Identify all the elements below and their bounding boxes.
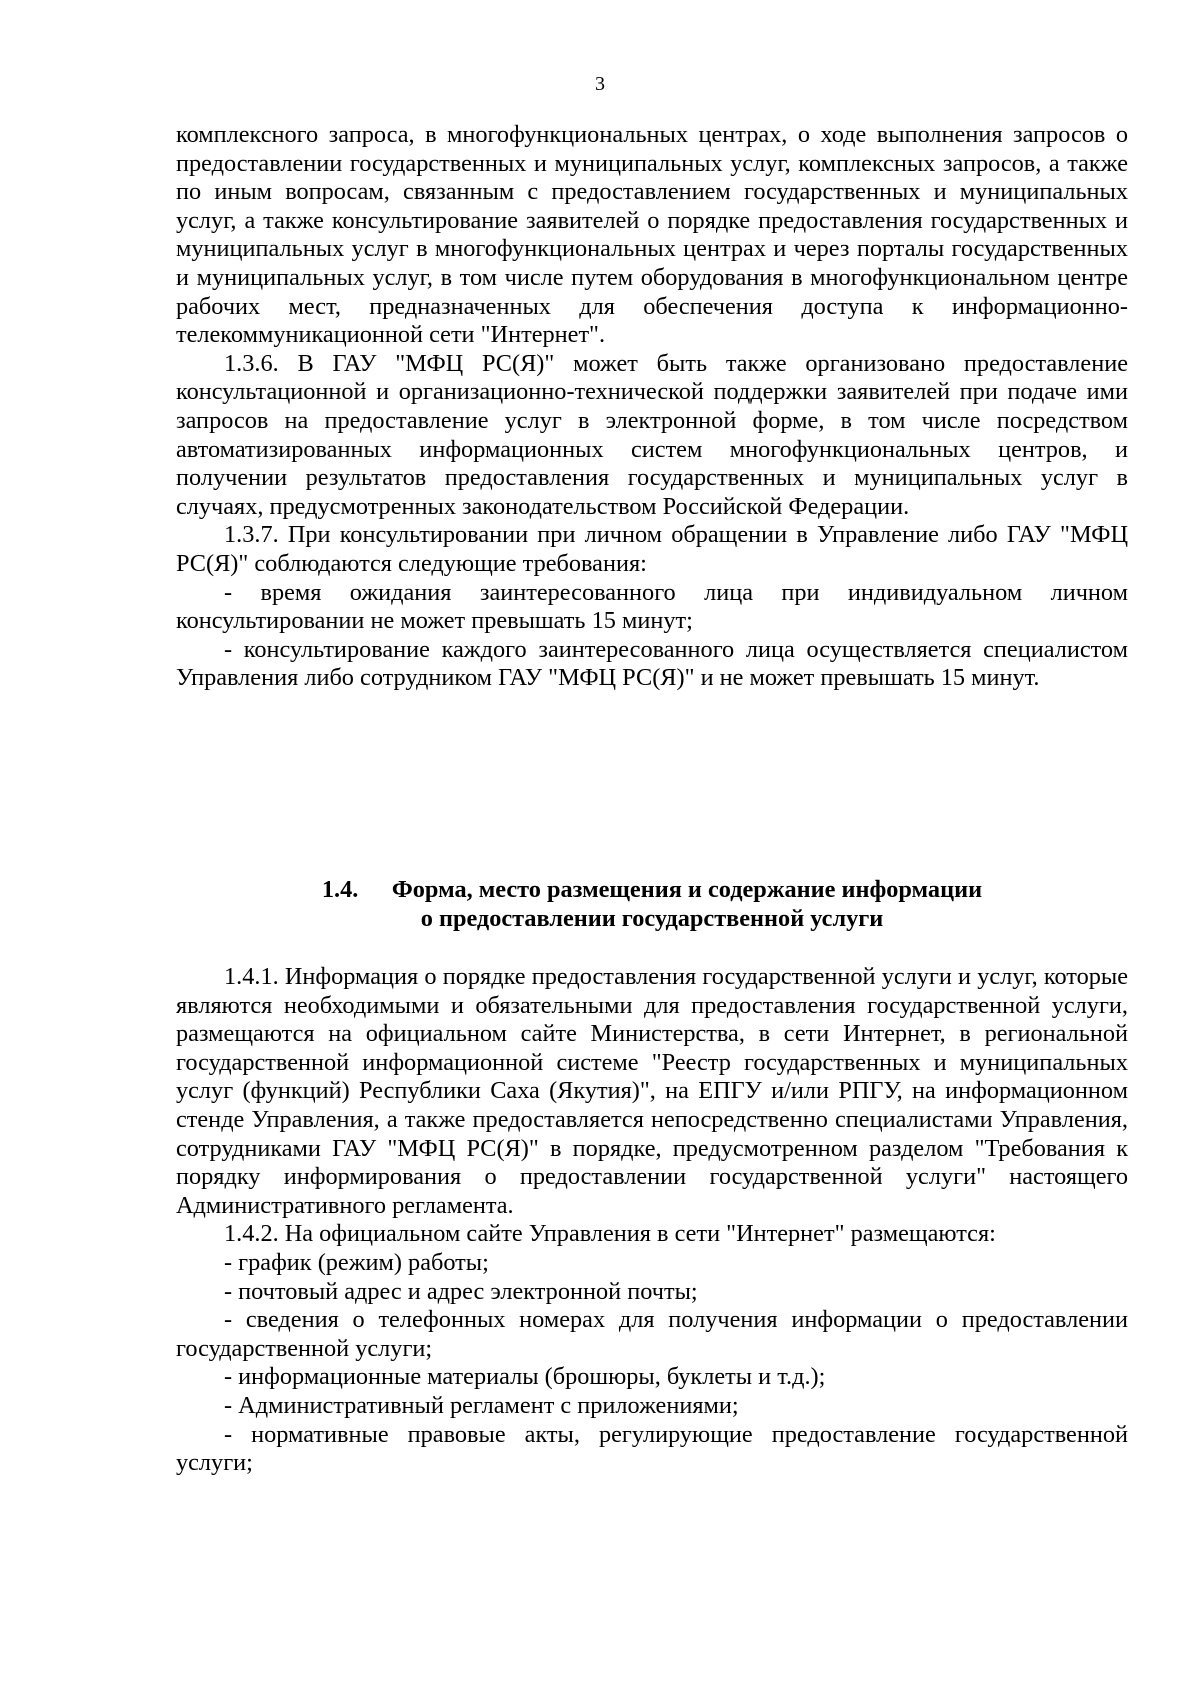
- requirement-item-waiting-time: - время ожидания заинтересованного лица при индивидуальном личном консультировании не может превышать 15 минут;: [176, 578, 1128, 635]
- paragraph-1-3-6: 1.3.6. В ГАУ "МФЦ РС(Я)" может быть также организовано предоставление консультационной и организационно-технической поддержки заявителей при подаче ими запросов на предоставление услуг в электронной форме, в том числе посредством автоматизированных информационных систем многофункциональных центров, и получении результатов предоставления государственных и муниципальных услуг в случаях, предусмотренных законодательством Российской Федерации.: [176, 349, 1128, 520]
- list-item: - почтовый адрес и адрес электронной почты;: [224, 1277, 698, 1305]
- requirement-item-consultation-time: - консультирование каждого заинтересованного лица осуществляется специалистом Управления либо сотрудником ГАУ "МФЦ РС(Я)" и не может превышать 15 минут.: [176, 635, 1128, 692]
- page-number: 3: [595, 73, 605, 95]
- heading-line-1: [176, 876, 1128, 905]
- text-block-section-1-4: [176, 963, 1128, 1478]
- paragraph-1-4-2: 1.4.2. На официальном сайте Управления в сети "Интернет" размещаются:: [224, 1220, 996, 1248]
- paragraph-continuation: комплексного запроса, в многофункциональных центрах, о ходе выполнения запросов о предоставлении государственных и муниципальных услуг, комплексных запросов, а также по иным вопросам, связанным с предоставлением государственных и муниципальных услуг, а также консультирование заявителей о порядке предоставления государственных и муниципальных услуг в многофункциональных центрах и через порталы государственных и муниципальных услуг, в том числе путем оборудования в многофункциональном центре рабочих мест, предназначенных для обеспечения доступа к информационно-телекоммуникационной сети "Интернет".: [176, 121, 1128, 349]
- list-item: - Административный регламент с приложениями;: [224, 1391, 739, 1419]
- heading-title-line-2: о предоставлении государственной услуги: [420, 904, 884, 932]
- list-item: - график (режим) работы;: [224, 1248, 489, 1276]
- heading-number: 1.4.: [321, 876, 359, 903]
- paragraph-1-4-1: 1.4.1. Информация о порядке предоставления государственной услуги и услуг, которые являются необходимыми и обязательными для предоставления государственной услуги, размещаются на официальном сайте Министерства, в сети Интернет, в региональной государственной информационной системе "Реестр государственных и муниципальных услуг (функций) Республики Саха (Якутия)", на ЕПГУ и/или РПГУ, на информационном стенде Управления, а также предоставляется непосредственно специалистами Управления, сотрудниками ГАУ "МФЦ РС(Я)" в порядке, предусмотренном разделом "Требования к порядку информирования о предоставлении государственной услуги" настоящего Административного регламента.: [176, 963, 1128, 1219]
- list-item: - нормативные правовые акты, регулирующие предоставление государственной услуги;: [176, 1420, 1128, 1477]
- section-heading-1-4: [176, 876, 1128, 933]
- paragraph-1-3-7: 1.3.7. При консультировании при личном обращении в Управление либо ГАУ "МФЦ РС(Я)" соблюдаются следующие требования:: [176, 521, 1128, 577]
- heading-title-line-1: Форма, место размещения и содержание информации: [391, 876, 983, 903]
- list-item: - сведения о телефонных номерах для получения информации о предоставлении государственной услуги;: [176, 1306, 1128, 1362]
- list-item: - информационные материалы (брошюры, буклеты и т.д.);: [224, 1363, 826, 1391]
- text-block-section-1-3: [176, 121, 1128, 693]
